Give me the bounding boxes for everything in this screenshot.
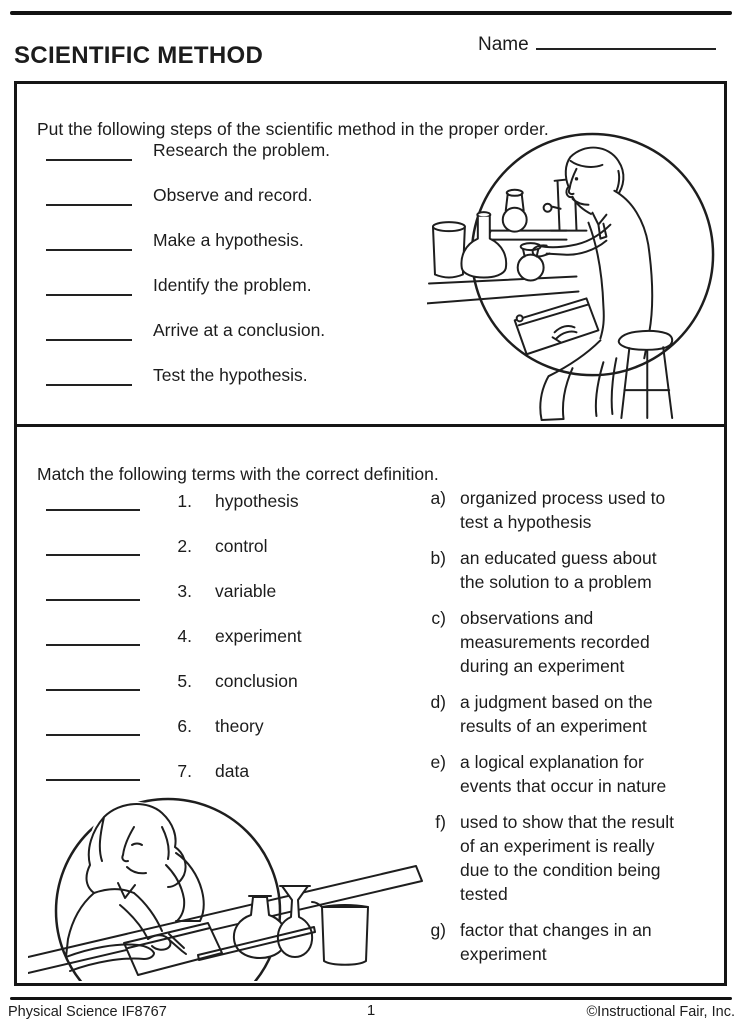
term-row	[46, 536, 302, 556]
name-label: Name	[478, 34, 529, 55]
definition-letter: g)	[430, 920, 446, 940]
answer-blank[interactable]	[46, 626, 140, 646]
step-label: Research the problem.	[153, 140, 331, 160]
term-number: 7.	[177, 761, 192, 781]
term-number: 4.	[177, 626, 192, 646]
term-label: conclusion	[215, 671, 298, 691]
definition-letter: b)	[430, 548, 446, 568]
definition-text: an educated guess about the solution to a problem	[460, 548, 657, 592]
term-number: 6.	[177, 716, 192, 736]
step-row	[46, 185, 330, 206]
term-label: control	[215, 536, 268, 556]
term-label: data	[215, 761, 250, 781]
term-row	[46, 626, 302, 646]
term-row	[46, 581, 302, 601]
definition-item	[414, 486, 720, 534]
answer-blank[interactable]	[46, 716, 140, 736]
step-label: Make a hypothesis.	[153, 230, 304, 250]
term-label: theory	[215, 716, 264, 736]
answer-blank[interactable]	[46, 536, 140, 556]
term-row	[46, 671, 302, 691]
footer-copyright: ©Instructional Fair, Inc.	[586, 1004, 735, 1020]
answer-blank[interactable]	[46, 671, 140, 691]
answer-blank[interactable]	[46, 186, 132, 206]
step-row	[46, 230, 330, 251]
term-number: 1.	[177, 491, 192, 511]
definition-letter: c)	[431, 608, 446, 628]
definition-letter: a)	[430, 488, 446, 508]
answer-blank[interactable]	[46, 231, 132, 251]
definition-item	[414, 546, 720, 594]
definition-item	[414, 606, 720, 678]
answer-blank[interactable]	[46, 141, 132, 161]
definition-item	[414, 918, 720, 966]
definition-item	[414, 810, 720, 906]
definition-text: factor that changes in an experiment	[460, 920, 652, 964]
terms-list	[46, 491, 302, 781]
answer-blank[interactable]	[46, 581, 140, 601]
step-label: Identify the problem.	[153, 275, 312, 295]
microscope-scientist-illustration	[427, 127, 728, 428]
step-row	[46, 275, 330, 296]
answer-blank[interactable]	[46, 276, 132, 296]
answer-blank[interactable]	[46, 491, 140, 511]
definition-text: a logical explanation for events that occur in nature	[460, 752, 667, 796]
bottom-rule	[10, 997, 732, 1000]
term-number: 2.	[177, 536, 192, 556]
definition-text: used to show that the result of an experiment is really due to the condition being tested	[460, 812, 675, 904]
definition-item	[414, 690, 720, 738]
step-row	[46, 140, 330, 161]
definition-letter: f)	[435, 812, 446, 832]
name-input-line[interactable]	[536, 30, 716, 50]
footer-book-title: Physical Science IF8767	[8, 1004, 167, 1020]
page-title: SCIENTIFIC METHOD	[14, 42, 264, 70]
section1-instruction: Put the following steps of the scientific method in the proper order.	[37, 118, 549, 139]
step-label: Arrive at a conclusion.	[153, 320, 326, 340]
name-area	[478, 30, 716, 56]
definitions-list	[414, 486, 720, 978]
term-row	[46, 761, 302, 781]
term-row	[46, 716, 302, 736]
term-label: experiment	[215, 626, 302, 646]
definition-text: observations and measurements recorded during an experiment	[460, 608, 650, 676]
definition-text: organized process used to test a hypothesis	[460, 488, 666, 532]
term-label: variable	[215, 581, 277, 601]
top-rule	[10, 11, 732, 15]
step-row	[46, 320, 330, 341]
definition-letter: d)	[430, 692, 446, 712]
answer-blank[interactable]	[46, 321, 132, 341]
step-label: Observe and record.	[153, 185, 313, 205]
term-label: hypothesis	[215, 491, 299, 511]
definition-text: a judgment based on the results of an experiment	[460, 692, 653, 736]
definition-item	[414, 750, 720, 798]
section2-instruction: Match the following terms with the correct definition.	[37, 463, 439, 484]
term-row	[46, 491, 302, 511]
footer-page-number: 1	[366, 1002, 376, 1019]
student-writing-illustration	[28, 787, 428, 981]
step-label: Test the hypothesis.	[153, 365, 308, 385]
definition-letter: e)	[430, 752, 446, 772]
term-number: 3.	[177, 581, 192, 601]
answer-blank[interactable]	[46, 761, 140, 781]
term-number: 5.	[177, 671, 192, 691]
ordering-steps-list	[46, 140, 330, 386]
step-row	[46, 365, 330, 386]
answer-blank[interactable]	[46, 366, 132, 386]
